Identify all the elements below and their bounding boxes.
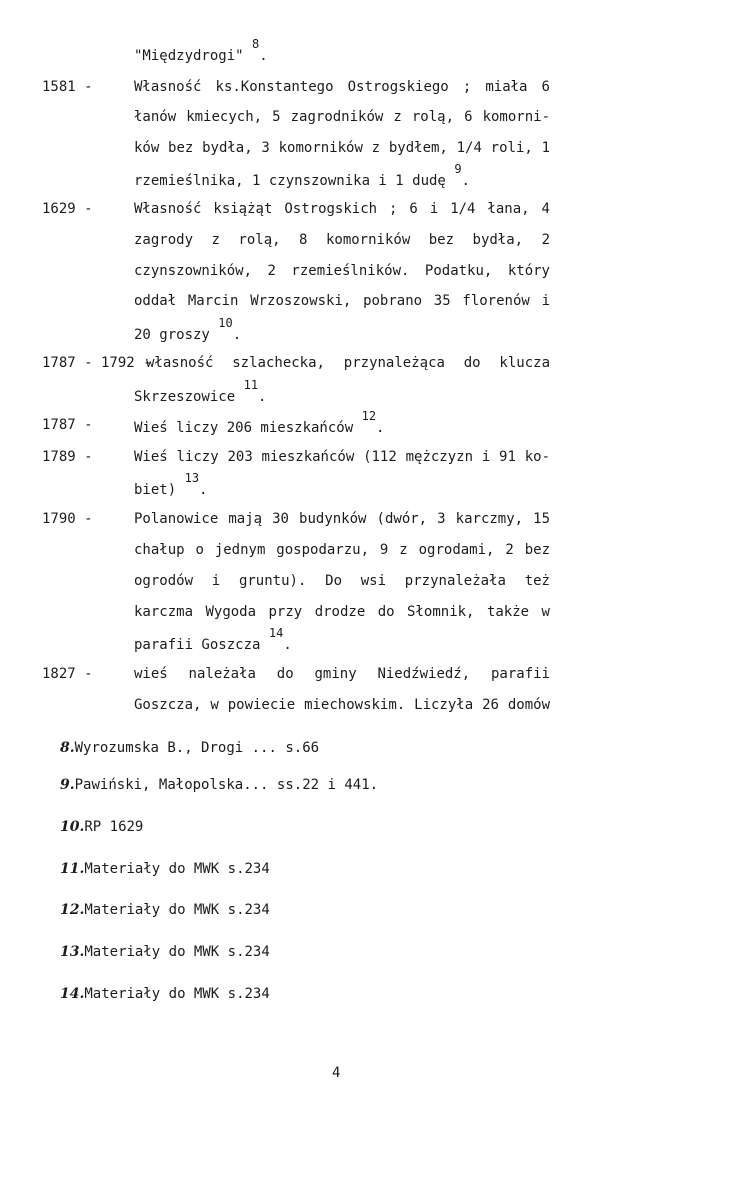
entry-line: Własność książąt Ostrogskich ; 6 i 1/4 łana, 4 — [134, 201, 550, 217]
entry-last-line — [134, 162, 470, 190]
entry-tail: . — [232, 327, 242, 343]
footnote-ref: 8 — [252, 37, 260, 51]
entry-last-line — [134, 378, 267, 406]
entry-line: karczma Wygoda przy drodze do Słomnik, także w — [134, 604, 550, 620]
heading-line — [134, 37, 268, 65]
entry-last-line — [134, 626, 292, 654]
entry-line: ków bez bydła, 3 komorników z bydłem, 1/4 roli, 1 — [134, 140, 550, 156]
entry-line: wieś należała do gminy Niedźwiedź, parafii — [134, 666, 550, 682]
footnote-text: Wyrozumska B., Drogi ... s.66 — [74, 740, 320, 756]
entry-tail: . — [283, 637, 292, 653]
entry-year: 1827 - — [42, 666, 93, 682]
entry-year: 1787 - 1792 - — [42, 355, 152, 371]
entry-last-line — [134, 471, 208, 499]
entry-tail: . — [258, 389, 267, 405]
heading-tail: . — [259, 48, 268, 64]
footnote — [60, 860, 270, 878]
entry-line: czynszowników, 2 rzemieślników. Podatku, który — [134, 263, 550, 279]
footnote-text: Materiały do MWK s.234 — [84, 902, 270, 918]
footnote-number: 13. — [60, 944, 85, 960]
page-number: 4 — [332, 1065, 341, 1081]
footnote — [60, 901, 270, 919]
entry-line: Skrzeszowice — [134, 389, 236, 405]
entry-line: łanów kmiecych, 5 zagrodników z rolą, 6 komorni- — [134, 109, 550, 125]
entry-last-line — [134, 316, 242, 344]
entry-line: zagrody z rolą, 8 komorników bez bydła, 2 — [134, 232, 550, 248]
entry-line: 20 groszy — [134, 327, 210, 343]
footnote-ref: 14 — [268, 626, 284, 640]
entry-year: 1787 - — [42, 417, 93, 433]
entry-tail: . — [199, 482, 208, 498]
entry-line: ogrodów i gruntu). Do wsi przynależała też — [134, 573, 550, 589]
entry-line: Własność ks.Konstantego Ostrogskiego ; miała 6 — [134, 79, 550, 95]
footnote — [60, 776, 378, 794]
entry-line: Wieś liczy 206 mieszkańców — [134, 420, 354, 436]
footnote-ref: 10 — [218, 316, 233, 330]
entry-year: 1790 - — [42, 511, 93, 527]
entry-year: 1629 - — [42, 201, 93, 217]
heading-text: "Międzydrogi" — [134, 48, 244, 64]
footnote-text: Materiały do MWK s.234 — [84, 986, 270, 1002]
entry-year: 1581 - — [42, 79, 93, 95]
footnote-number: 12. — [60, 902, 85, 918]
footnote-number: 10. — [60, 819, 85, 835]
footnote-number: 8. — [60, 740, 75, 756]
entry-tail: . — [461, 173, 470, 189]
entry-line: parafii Goszcza — [134, 637, 261, 653]
footnote-text: Materiały do MWK s.234 — [84, 944, 270, 960]
footnote-text: Pawiński, Małopolska... ss.22 i 441. — [74, 777, 379, 793]
entry-line: biet) — [134, 482, 177, 498]
footnote-text: RP 1629 — [84, 819, 144, 835]
footnote-ref: 13 — [184, 471, 200, 485]
footnote — [60, 818, 143, 836]
footnote-number: 9. — [60, 777, 75, 793]
footnote-ref: 11 — [243, 378, 259, 392]
footnote — [60, 985, 270, 1003]
entry-line: własność szlachecka, przynależąca do klucza — [146, 355, 550, 371]
entry-line: Goszcza, w powiecie miechowskim. Liczyła 26 domów — [134, 697, 550, 713]
entry-year: 1789 - — [42, 449, 93, 465]
footnote — [60, 739, 319, 757]
footnote-number: 14. — [60, 986, 85, 1002]
entry-line: chałup o jednym gospodarzu, 9 z ogrodami, 2 bez — [134, 542, 550, 558]
entry-tail: . — [376, 420, 385, 436]
footnote-ref: 9 — [454, 162, 462, 176]
entry-last-line — [134, 409, 385, 437]
footnote-ref: 12 — [361, 409, 377, 423]
footnote — [60, 943, 270, 961]
entry-line: rzemieślnika, 1 czynszownika i 1 dudę — [134, 173, 446, 189]
entry-line: Wieś liczy 203 mieszkańców (112 mężczyzn i 91 ko- — [134, 449, 550, 465]
footnote-number: 11. — [60, 861, 85, 877]
entry-line: oddał Marcin Wrzoszowski, pobrano 35 florenów i — [134, 293, 550, 309]
footnote-text: Materiały do MWK s.234 — [84, 861, 270, 877]
entry-line: Polanowice mają 30 budynków (dwór, 3 karczmy, 15 — [134, 511, 550, 527]
